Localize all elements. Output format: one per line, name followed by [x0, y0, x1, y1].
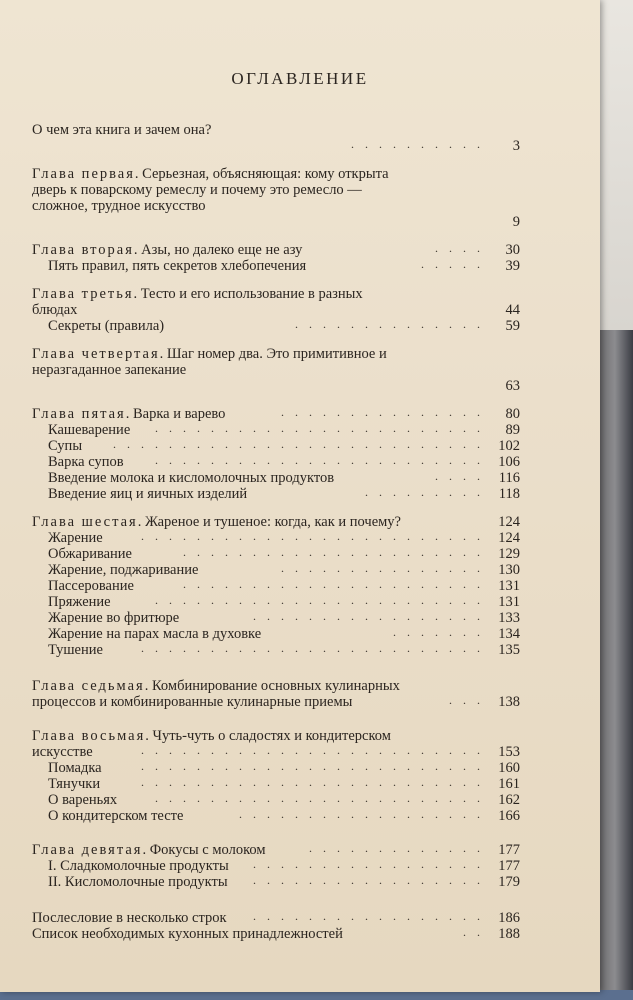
section-title: Кашеварение	[48, 422, 131, 438]
toc-page-number: 89	[505, 422, 520, 438]
toc-page-number: 59	[505, 318, 520, 334]
toc-entry-intro: О чем эта книга и зачем она? . . . . . . . . . . 3	[32, 122, 520, 154]
toc-entry-afterword: Послесловие в несколько строк . . . . . . . . . . . . . . . . . 186 Список необходимых кухонных принадлежностей . . 188	[32, 909, 520, 942]
chapter-label: Глава третья	[32, 286, 134, 302]
toc-page-number: 30	[505, 242, 520, 258]
section-title: Введение яиц и яичных изделий	[48, 486, 248, 502]
chapter-title: . Варка и варево	[125, 406, 226, 422]
toc-page-number: 44	[505, 302, 520, 318]
toc-entry-chapter-4	[32, 346, 520, 394]
chapter-title: . Фокусы с молоком	[142, 842, 266, 858]
section-title: Тянучки	[48, 776, 101, 792]
toc-entry-chapter-6: Глава шестая. Жареное и тушеное: когда, как и почему? 124 Жарение . . . . . . . . . . . . . . . . . . . . . . . . . 124 Обжаривание . . . . . . . . . . . . . . . . . . . . . . 129 Жарение, поджаривание . . . . . . . . . . . . . . . 130 Пассерование . . . . . . . . . . . . . . . . . . . . . . 131 Пряжение . . . . . . . . . . . . . . . . . . . . . . . . 131 Жарение во фритюре . . . . . . . . . . . . . . . . . 133 Жарение на парах масла в духовке . . . . . . . 134 Тушение . . . . . . . . . . . . . . . . . . . . . . . . . 135	[32, 514, 520, 658]
chapter-label: Глава пятая	[32, 406, 126, 422]
toc-page-number: 106	[498, 454, 520, 470]
section-title: Пассерование	[48, 578, 134, 594]
chapter-title: . Тесто и его использование в разных	[133, 286, 363, 302]
section-title: Введение молока и кисломолочных продуктов	[48, 470, 335, 486]
section-title: Жарение	[48, 530, 103, 546]
toc-page-number: 124	[498, 530, 520, 546]
toc-page-number: 102	[498, 438, 520, 454]
toc-entry-chapter-2: Глава вторая. Азы, но далеко еще не азу . . . . 30 Пять правил, пять секретов хлебопечения . . . . . 39	[32, 241, 520, 274]
toc-entry-chapter-5: Глава пятая. Варка и варево . . . . . . . . . . . . . . . 80 Кашеварение . . . . . . . . . . . . . . . . . . . . . . . . 89 Супы . . . . . . . . . . . . . . . . . . . . . . . . . . . 102 Варка супов . . . . . . . . . . . . . . . . . . . . . . . . 106 Введение молока и кисломолочных продуктов . . . . 116 Введение яиц и яичных изделий . . . . . . . . . 118	[32, 405, 520, 502]
chapter-title: . Серьезная, объясняющая: кому открыта	[134, 166, 389, 182]
toc-entry-chapter-8: Глава восьмая. Чуть-чуть о сладостях и кондитерском искусстве . . . . . . . . . . . . . . . . . . . . . . . . . 153 Помадка . . . . . . . . . . . . . . . . . . . . . . . . . 160 Тянучки . . . . . . . . . . . . . . . . . . . . . . . . . 161 О вареньях . . . . . . . . . . . . . . . . . . . . . . . . 162 О кондитерском тесте . . . . . . . . . . . . . . . . . . 166	[32, 728, 520, 824]
toc-page-number: 131	[498, 594, 520, 610]
adjacent-page-edge	[596, 0, 633, 330]
toc-page-number: 138	[498, 694, 520, 710]
toc-entry-chapter-7: Глава седьмая. Комбинирование основных кулинарных процессов и комбинированные кулинарные приемы . . . 138	[32, 678, 520, 710]
section-title: О кондитерском тесте	[48, 808, 184, 824]
section-title: Тушение	[48, 642, 103, 658]
toc-page-number: 63	[505, 378, 520, 394]
toc-page-number: 131	[498, 578, 520, 594]
section-title: I. Сладкомолочные продукты	[48, 858, 229, 874]
toc-page-number: 162	[498, 792, 520, 808]
toc-page-number: 161	[498, 776, 520, 792]
toc-page-number: 133	[498, 610, 520, 626]
toc-page-number: 130	[498, 562, 520, 578]
chapter-label: Глава восьмая	[32, 728, 146, 744]
toc-entry-chapter-3: Глава третья. Тесто и его использование в разных блюдах 44 Секреты (правила) . . . . . . . . . . . . . . 59	[32, 286, 520, 334]
toc-page-number: 3	[512, 138, 520, 154]
toc-page-number: 160	[498, 760, 520, 776]
toc-page-number: 153	[498, 744, 520, 760]
chapter-title: . Чуть-чуть о сладостях и кондитерском	[145, 728, 391, 744]
toc-page-number: 177	[498, 842, 520, 858]
table-of-contents	[32, 114, 520, 942]
toc-page-number: 118	[498, 486, 520, 502]
chapter-title-cont: процессов и комбинированные кулинарные приемы	[32, 694, 353, 710]
toc-entry-chapter-1	[32, 166, 520, 230]
section-title: Варка супов	[48, 454, 124, 470]
toc-page-number: 135	[498, 642, 520, 658]
section-title: Пряжение	[48, 594, 111, 610]
section-title: Жарение во фритюре	[48, 610, 180, 626]
section-title: Жарение, поджаривание	[48, 562, 199, 578]
toc-page-number: 116	[498, 470, 520, 486]
section-title: Пять правил, пять секретов хлебопечения	[48, 258, 307, 274]
chapter-title: . Азы, но далеко еще не азу	[133, 242, 303, 258]
toc-page-number: 179	[498, 874, 520, 890]
toc-page-number: 188	[498, 926, 520, 942]
chapter-title-cont: блюдах	[32, 302, 78, 318]
section-title: Супы	[48, 438, 83, 454]
toc-page-number: 9	[512, 214, 520, 230]
chapter-title-cont: искусстве	[32, 744, 93, 760]
toc-page-number: 124	[498, 514, 520, 530]
toc-page-number: 186	[498, 910, 520, 926]
toc-entry-text: Список необходимых кухонных принадлежностей	[32, 926, 343, 942]
toc-page-number: 134	[498, 626, 520, 642]
toc-page-number: 39	[505, 258, 520, 274]
chapter-label: Глава девятая	[32, 842, 143, 858]
section-title: Помадка	[48, 760, 102, 776]
chapter-title-cont: дверь к поварскому ремеслу и почему это ремесло —	[32, 182, 362, 198]
chapter-title-cont: сложное, трудное искусство	[32, 198, 206, 214]
chapter-title: . Комбинирование основных кулинарных	[144, 678, 400, 694]
chapter-title-cont: неразгаданное запекание	[32, 362, 187, 378]
page-title: ОГЛАВЛЕНИЕ	[231, 69, 369, 88]
section-title: Обжаривание	[48, 546, 132, 562]
chapter-label: Глава первая	[32, 166, 135, 182]
toc-entry-text: Послесловие в несколько строк	[32, 910, 227, 926]
section-title: II. Кисломолочные продукты	[48, 874, 228, 890]
toc-page-number: 166	[498, 808, 520, 824]
section-title: О вареньях	[48, 792, 118, 808]
section-title: Жарение на парах масла в духовке	[48, 626, 262, 642]
chapter-title: . Шаг номер два. Это примитивное и	[159, 346, 387, 362]
chapter-label: Глава шестая	[32, 514, 138, 530]
toc-page-number: 129	[498, 546, 520, 562]
toc-page-number: 177	[498, 858, 520, 874]
toc-page-number: 80	[505, 406, 520, 422]
chapter-label: Глава седьмая	[32, 678, 145, 694]
section-title: Секреты (правила)	[48, 318, 165, 334]
chapter-label: Глава четвертая	[32, 346, 160, 362]
toc-entry-text: О чем эта книга и зачем она?	[32, 122, 212, 138]
chapter-label: Глава вторая	[32, 242, 134, 258]
toc-entry-chapter-9: Глава девятая. Фокусы с молоком . . . . . . . . . . . . . 177 I. Сладкомолочные продукты . . . . . . . . . . . . . . . . . 177 II. Кисломолочные продукты . . . . . . . . . . . . . . . . . 179	[32, 841, 520, 890]
chapter-title: . Жареное и тушеное: когда, как и почему?	[137, 514, 401, 530]
